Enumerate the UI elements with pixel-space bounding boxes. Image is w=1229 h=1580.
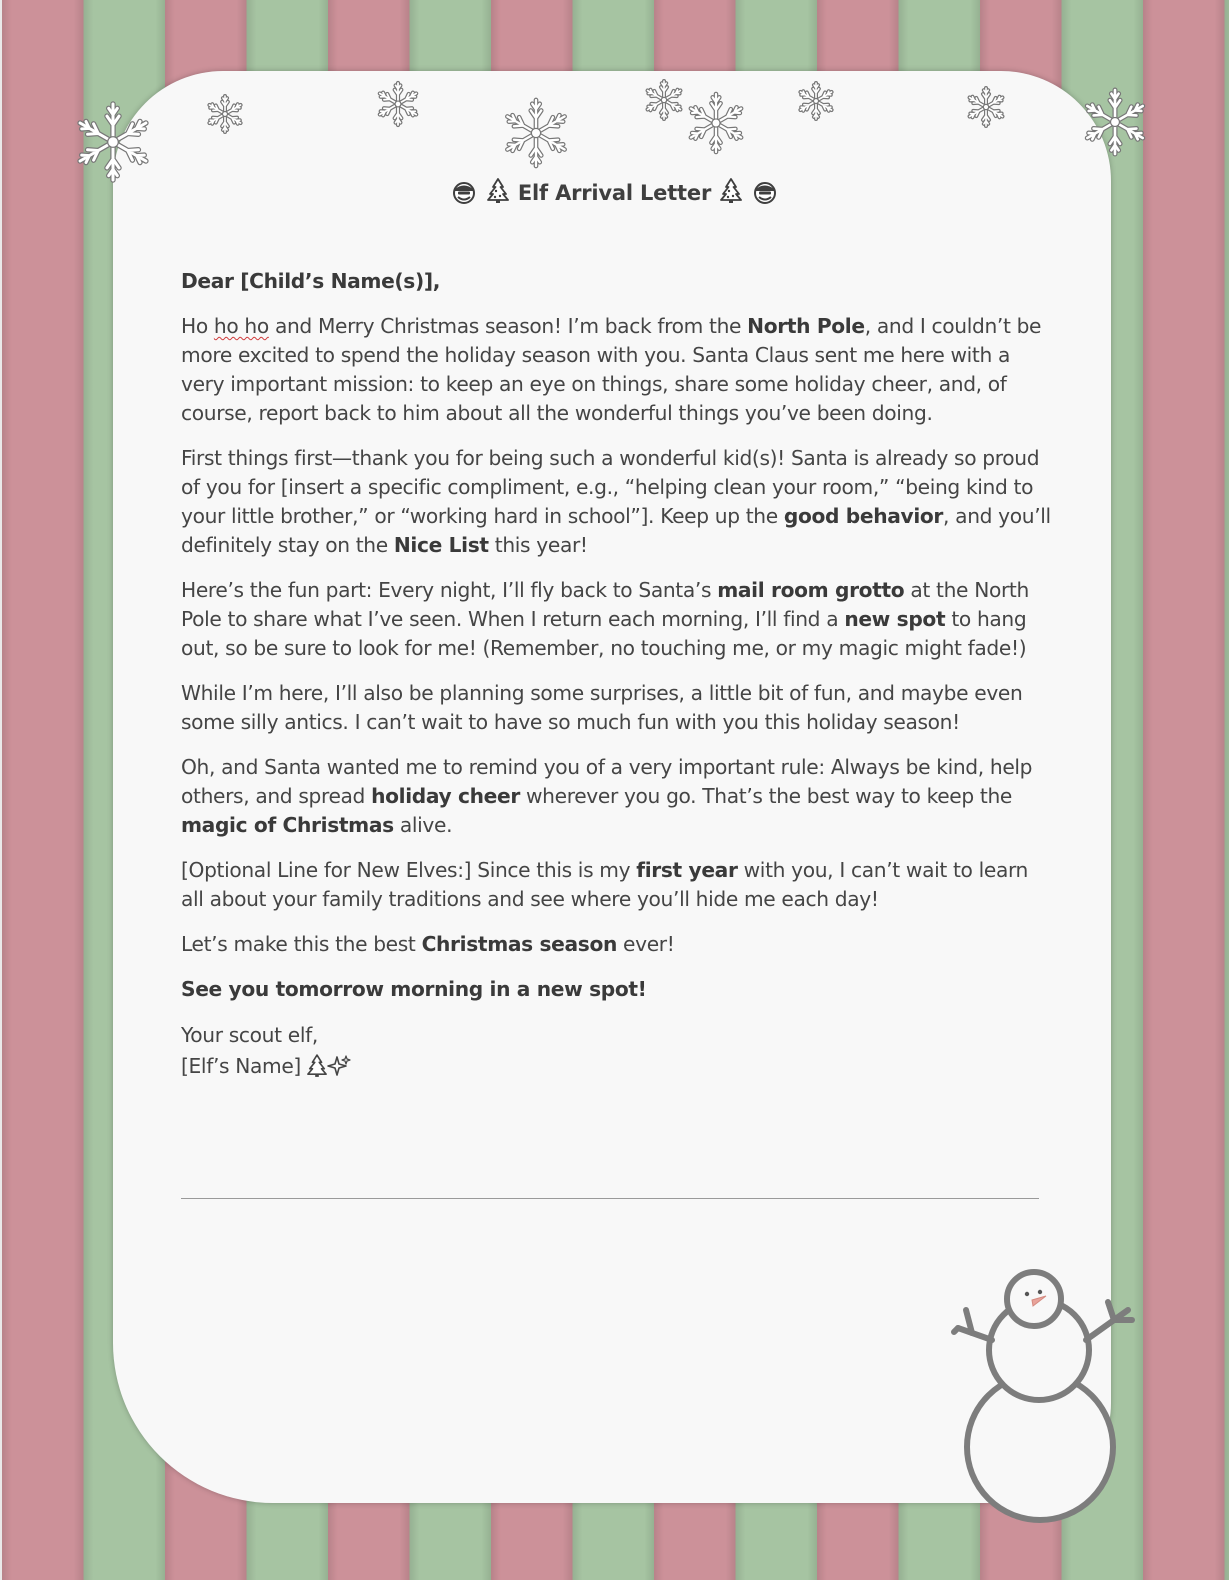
closing: Your scout elf, xyxy=(181,1023,318,1047)
paragraph-6: [Optional Line for New Elves:] Since this is my first year with you, I can’t wait to learn all about your family traditions and see where you’ll hide me each day! xyxy=(181,858,1028,911)
paragraph-8: See you tomorrow morning in a new spot! xyxy=(181,977,647,1001)
snowflake-icon xyxy=(500,95,572,171)
christmas-tree-icon xyxy=(307,1054,327,1087)
snowflake-icon xyxy=(643,78,685,122)
snowflake-icon xyxy=(796,80,836,122)
letter-body xyxy=(181,267,1051,1103)
snowflake-icon xyxy=(72,96,154,188)
greeting: Dear [Child’s Name(s)], xyxy=(181,269,441,293)
stripe-shading xyxy=(1143,0,1225,1580)
paragraph-5: Oh, and Santa wanted me to remind you of a very important rule: Always be kind, help others, and spread holiday cheer wherever you go. That’s the best way to keep the magic of Christmas alive. xyxy=(181,755,1033,837)
christmas-tree-icon xyxy=(720,178,742,209)
elf-name[interactable]: [Elf’s Name] xyxy=(181,1054,301,1078)
snowflake-icon xyxy=(684,90,748,156)
signature-block xyxy=(181,1020,1051,1087)
stripe-shading xyxy=(1225,0,1229,1580)
snowflake-icon xyxy=(204,93,246,135)
spellcheck-flag[interactable]: ho ho xyxy=(213,314,269,338)
santa-face-icon xyxy=(753,180,777,209)
santa-face-icon xyxy=(452,180,476,209)
paragraph-2: First things first—thank you for being such a wonderful kid(s)! Santa is already so proud of you for [insert a specific compliment, e.g., “helping clean your room,” “being kind to your little brother,” or “working hard in school”]. Keep up the good behavior, and you’ll definitely stay on the Nice List this year! xyxy=(181,446,1051,557)
horizontal-rule xyxy=(181,1198,1039,1199)
paragraph-4: While I’m here, I’ll also be planning some surprises, a little bit of fun, and maybe even some silly antics. I can’t wait to have so much fun with you this holiday season! xyxy=(181,681,1023,734)
paragraph-3: Here’s the fun part: Every night, I’ll fly back to Santa’s mail room grotto at the North Pole to share what I’ve seen. When I return each morning, I’ll find a new spot to hang out, so be sure to look for me! (Remember, no touching me, or my magic might fade!) xyxy=(181,578,1029,660)
title-text: Elf Arrival Letter xyxy=(517,181,712,205)
snowflake-icon xyxy=(1082,84,1148,160)
sparkles-icon xyxy=(327,1054,351,1087)
snowflake-icon xyxy=(375,80,421,128)
paragraph-7: Let’s make this the best Christmas season ever! xyxy=(181,932,675,956)
snowflake-icon xyxy=(965,85,1007,129)
page-title xyxy=(0,178,1229,209)
christmas-tree-icon xyxy=(487,178,509,209)
paragraph-1: Ho ho ho and Merry Christmas season! I’m back from the North Pole, and I couldn’t be more excited to spend the holiday season with you. Santa Claus sent me here with a very important mission: to keep an eye on things, share some holiday cheer, and, of course, report back to him about all the wonderful things you’ve been doing. xyxy=(181,314,1042,425)
stripe-shading xyxy=(2,0,84,1580)
snowman-icon xyxy=(948,1268,1140,1530)
